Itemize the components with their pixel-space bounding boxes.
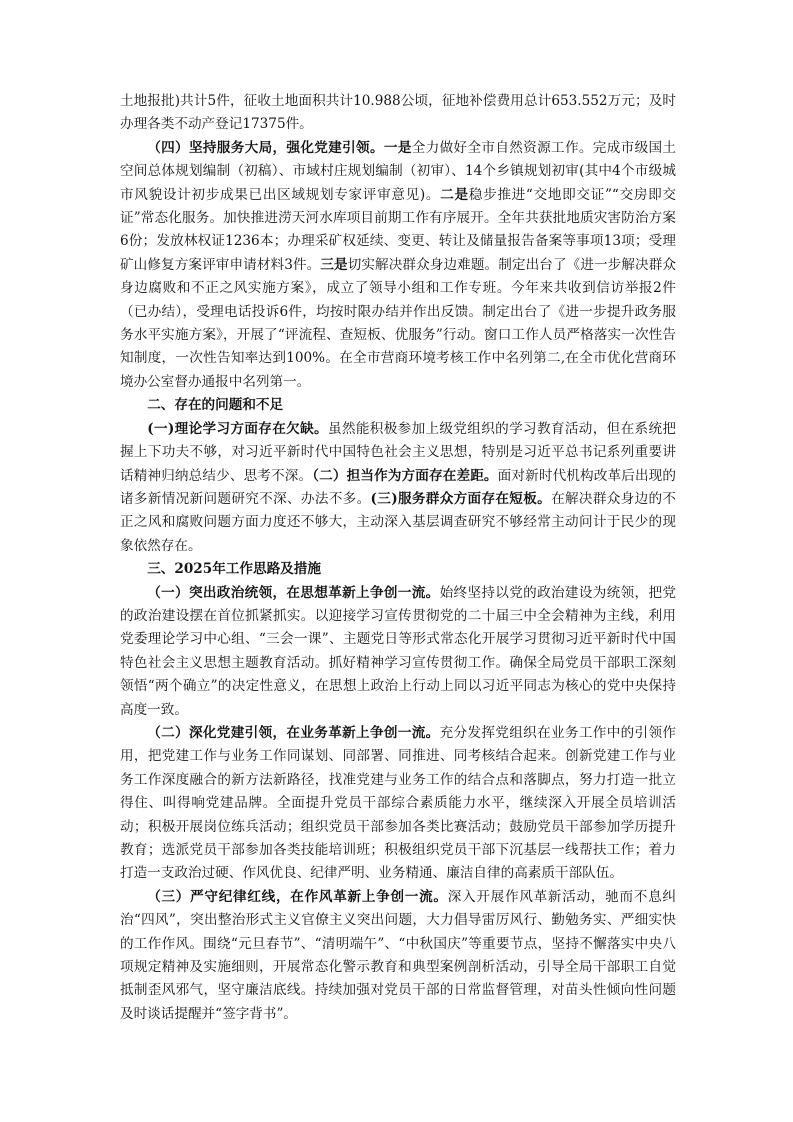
subheading-responsibility: （二）担当作为方面存在差距。 (312, 467, 498, 484)
paragraph-political-leadership (120, 582, 676, 722)
lead-first: 一是 (383, 139, 412, 156)
paragraph-serve-overall (120, 137, 676, 394)
text-third: 切实解决群众身边难题。制定出台了《进一步解决群众身边腐败和不正之风实施方案》，成立了领导小组和工作专班。今年来共收到信访举报2件（已办结），受理电话投诉6件，均按时限办结并作出反馈。制定出台了《进一步提升政务服务水平实施方案》，开展了“评流程、查短板、优服务”行动。窗口工作人员严格落实一次性告知制度，一次性告知率达到100%。在全市营商环境考核工作中名列第二,在全市优化营商环境办公室督办通报中名列第一。 (120, 256, 677, 390)
text-serve-masses: 在解决群众身边的不正之风和腐败问题方面力度还不够大，主动深入基层调查研究不够经常主动问计于民少的现象依然存在。 (120, 490, 676, 554)
subheading-serve-masses: (三)服务群众方面存在短板。 (370, 490, 552, 507)
section-heading-problems: 二、存在的问题和不足 (147, 397, 284, 414)
subheading-theory-study: (一)理论学习方面存在欠缺。 (147, 420, 328, 437)
paragraph-party-building (120, 722, 676, 886)
text-theory-study: 虽然能积极参加上级党组织的学习教育活动，但在系统把握上下功夫不够，对习近平新时代中国特色社会主义思想，特别是习近平总书记系列重要讲话精神归纳总结少、思考不深。 (120, 420, 676, 484)
lead-third: 三是 (320, 256, 348, 273)
subheading-party-building: （二）深化党建引领，在业务革新上争创一流。 (147, 724, 440, 741)
text-discipline: 深入开展作风革新活动，驰而不息纠治“四风”，突出整治形式主义官僚主义突出问题，大力倡导雷厉风行、勤勉务实、严细实快的工作作风。围绕“元旦春节”、“清明端午”、“中秋国庆”等重要节点，坚持不懈落实中央八项规定精神及实施细则，开展常态化警示教育和典型案例剖析活动，引导全局干部职工自觉抵制歪风邪气，坚守廉洁底线。持续加强对党员干部的日常监督管理，对苗头性倾向性问题及时谈话提醒并“签字背书”。 (120, 888, 677, 1022)
subheading-discipline: （三）严守纪律红线，在作风革新上争创一流。 (147, 888, 448, 905)
section-heading-2025-plan: 三、2025年工作思路及措施 (147, 561, 321, 578)
text-first: 全力做好全市自然资源工作。完成市级国土空间总体规划编制（初稿）、市域村庄规划编制（初审）、14个乡镇规划初审(其中4个市级城市风貌设计初步成果已出区域规划专家评审意见)。 (120, 139, 677, 203)
text-second: 稳步推进“交地即交证”“交房即交证”常态化服务。加快推进涝天河水库项目前期工作有序展开。全年共获批地质灾害防治方案6份；发放林权证1236本；办理采矿权延续、变更、转让及储量报告备案等事项13项；受理矿山修复方案评审申请材料3件。 (120, 186, 677, 273)
text-political-leadership: 始终坚持以党的政治建设为统领，把党的政治建设摆在首位抓紧抓实。以迎接学习宣传贯彻党的二十届三中全会精神为主线，利用党委理论学习中心组、“三会一课”、主题党日等形式常态化开展学习贯彻习近平新时代中国特色社会主义思想主题教育活动。抓好精神学习宣传贯彻工作。确保全局党员干部职工深刻领悟“两个确立”的决定性意义，在思想上政治上行动上同以习近平同志为核心的党中央保持高度一致。 (120, 584, 676, 718)
subheading-political-leadership: （一）突出政治统领，在思想革新上争创一流。 (147, 584, 440, 601)
paragraph-problems (120, 418, 676, 558)
paragraph-land-approval: 土地报批)共计5件，征收土地面积共计10.988公顷，征地补偿费用总计653.552万元；及时办理各类不动产登记17375件。 (120, 93, 676, 133)
document-page (120, 90, 676, 1026)
paragraph-discipline (120, 886, 676, 1026)
subheading-serve-overall: （四）坚持服务大局，强化党建引领。 (147, 139, 384, 156)
text-party-building: 充分发挥党组织在业务工作中的引领作用，把党建工作与业务工作同谋划、同部署、同推进、同考核结合起来。创新党建工作与业务工作深度融合的新方法新路径，找准党建与业务工作的结合点和落脚点，努力打造一批立得住、叫得响党建品牌。全面提升党员干部综合素质能力水平，继续深入开展全员培训活动；积极开展岗位练兵活动；组织党员干部参加各类比赛活动；鼓励党员干部参加学历提升教育；选派党员干部参加各类技能培训班；积极组织党员干部下沉基层一线帮扶工作；着力打造一支政治过硬、作风优良、纪律严明、业务精通、廉洁自律的高素质干部队伍。 (120, 724, 676, 882)
lead-second: 二是 (440, 186, 469, 203)
text-responsibility: 面对新时代机构改革后出现的诸多新情况新问题研究不深、办法不多。 (120, 467, 677, 507)
